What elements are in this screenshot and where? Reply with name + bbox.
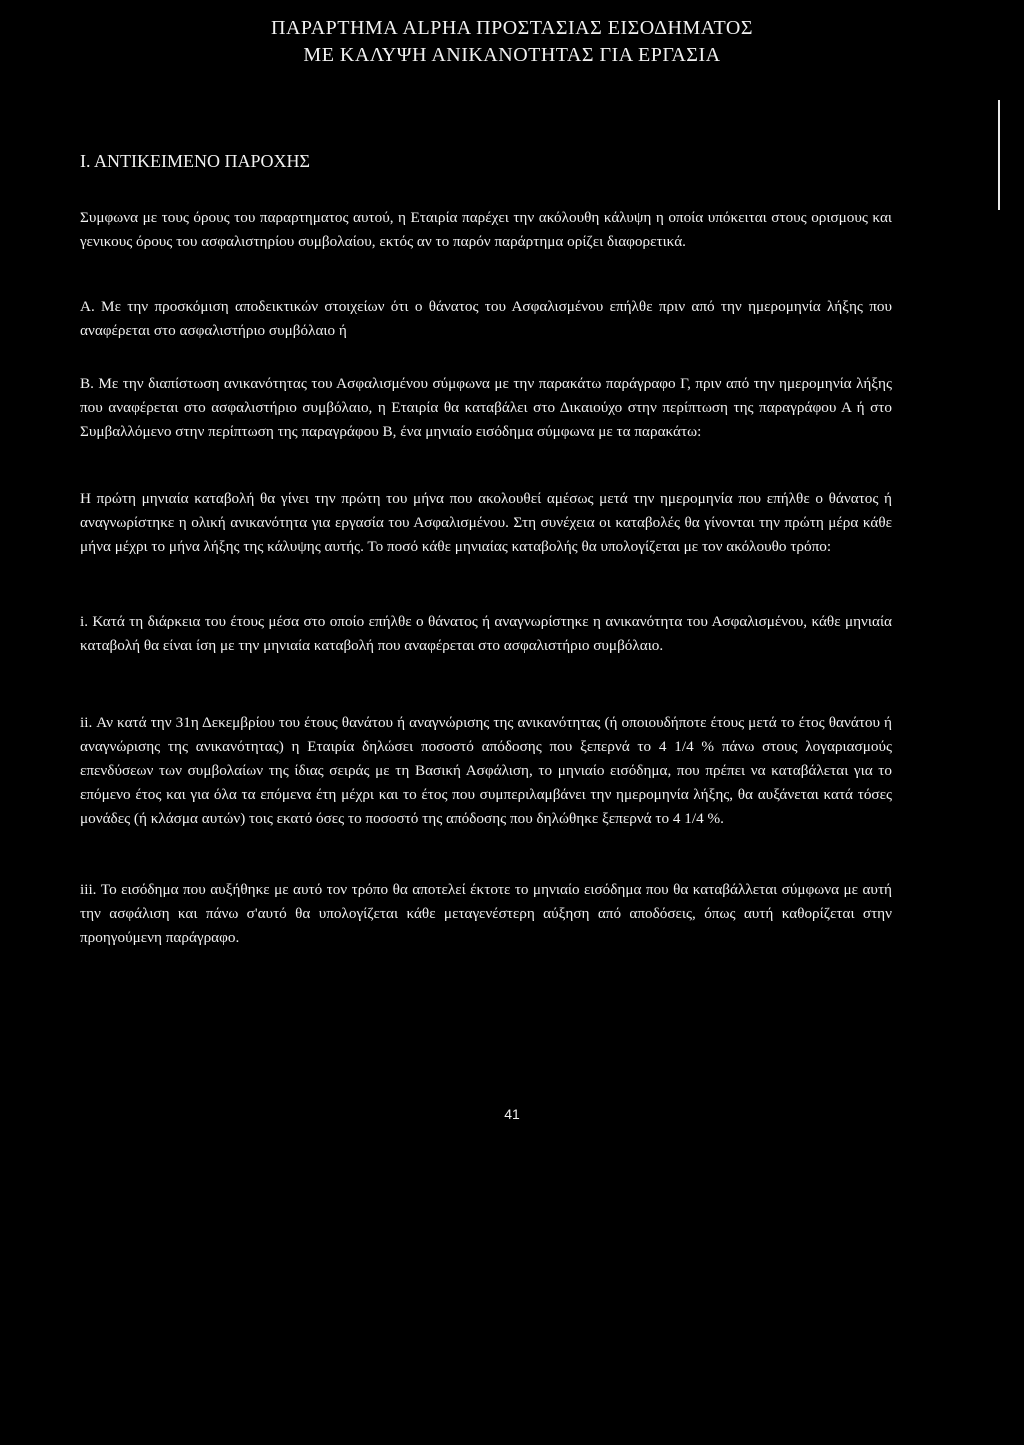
- subparagraph-i: i. Κατά τη διάρκεια του έτους μέσα στο οποίο επήλθε ο θάνατος ή αναγνωρίστηκε η ανικανότητα του Ασφαλισμένου, κάθε μηνιαία καταβολή θα είναι ίση με την μηνιαία καταβολή που αναφέρεται στο ασφαλιστήριο συμβόλαιο.: [80, 613, 892, 654]
- paragraph-first-payment: Η πρώτη μηνιαία καταβολή θα γίνει την πρώτη του μήνα που ακολουθεί αμέσως μετά την ημερομηνία που επήλθε ο θάνατος ή αναγνωρίστηκε η ολική ανικανότητα για εργασία του Ασφαλισμένου. Στη συνέχεια οι καταβολές θα γίνονται την πρώτη μέρα κάθε μήνα μέχρι το μήνα λήξης της κάλυψης αυτής. Το ποσό κάθε μηνιαίας καταβολής θα υπολογίζεται με τον ακόλουθο τρόπο:: [80, 490, 892, 555]
- page-number: 41: [504, 1106, 520, 1122]
- paragraph-b: Β. Με την διαπίστωση ανικανότητας του Ασφαλισμένου σύμφωνα με την παρακάτω παράγραφο Γ, πριν από την ημερομηνία λήξης που αναφέρεται στο ασφαλιστήριο συμβόλαιο, η Εταιρία θα καταβάλει στο Δικαιούχο στην περίπτωση της παραγράφου Α ή στο Συμβαλλόμενο στην περίπτωση της παραγράφου Β, ένα μηνιαίο εισόδημα σύμφωνα με τα παρακάτω:: [80, 375, 892, 440]
- subparagraph-ii: ii. Αν κατά την 31η Δεκεμβρίου του έτους θανάτου ή αναγνώρισης της ανικανότητας (ή οποιουδήποτε έτους μετά το έτος θανάτου ή αναγνώρισης της ανικανότητας) η Εταιρία δηλώσει ποσοστό απόδοσης που ξεπερνά το 4 1/4 % πάνω στους λογαριασμούς επενδύσεων των συμβολαίων της ίδιας σειράς με τη Βασική Ασφάλιση, το μηνιαίο εισόδημα, που πρέπει να καταβάλεται για το επόμενο έτος και για όλα τα επόμενα έτη μέχρι και το έτος που συμπεριλαμβάνει την ημερομηνία λήξης, θα αυξάνεται κατά τόσες μονάδες (ή κλάσμα αυτών) τοις εκατό όσες το ποσοστό της απόδοσης που δηλώθηκε ξεπερνά το 4 1/4 %.: [80, 714, 892, 827]
- margin-bar: [998, 100, 1000, 210]
- section-heading: Ι. ΑΝΤΙΚΕΙΜΕΝΟ ΠΑΡΟΧΗΣ: [80, 151, 310, 171]
- document-title-line-2: ΜΕ ΚΑΛΥΨΗ ΑΝΙΚΑΝΟΤΗΤΑΣ ΓΙΑ ΕΡΓΑΣΙΑ: [303, 44, 721, 66]
- subparagraph-iii: iii. Το εισόδημα που αυξήθηκε με αυτό τον τρόπο θα αποτελεί έκτοτε το μηνιαίο εισόδημα που θα καταβάλλεται σύμφωνα με αυτή την ασφάλιση και πάνω σ'αυτό θα υπολογίζεται κάθε μεταγενέστερη αύξηση από αποδόσεις, όπως αυτή καθορίζεται στην προηγούμενη παράγραφο.: [80, 881, 892, 946]
- paragraph-a: Α. Με την προσκόμιση αποδεικτικών στοιχείων ότι ο θάνατος του Ασφαλισμένου επήλθε πριν από την ημερομηνία λήξης που αναφέρεται στο ασφαλιστήριο συμβόλαιο ή: [80, 298, 892, 339]
- intro-paragraph: Συμφωνα με τους όρους του παραρτηματος αυτού, η Εταιρία παρέχει την ακόλουθη κάλυψη η οποία υπόκειται στους ορισμους και γενικους όρους του ασφαλιστηρίου συμβολαίου, εκτός αν το παρόν παράρτημα ορίζει διαφορετικά.: [80, 209, 892, 250]
- document-title-line-1: ΠΑΡΑΡΤΗΜΑ ALPHA ΠΡΟΣΤΑΣΙΑΣ ΕΙΣΟΔΗΜΑΤΟΣ: [271, 17, 753, 39]
